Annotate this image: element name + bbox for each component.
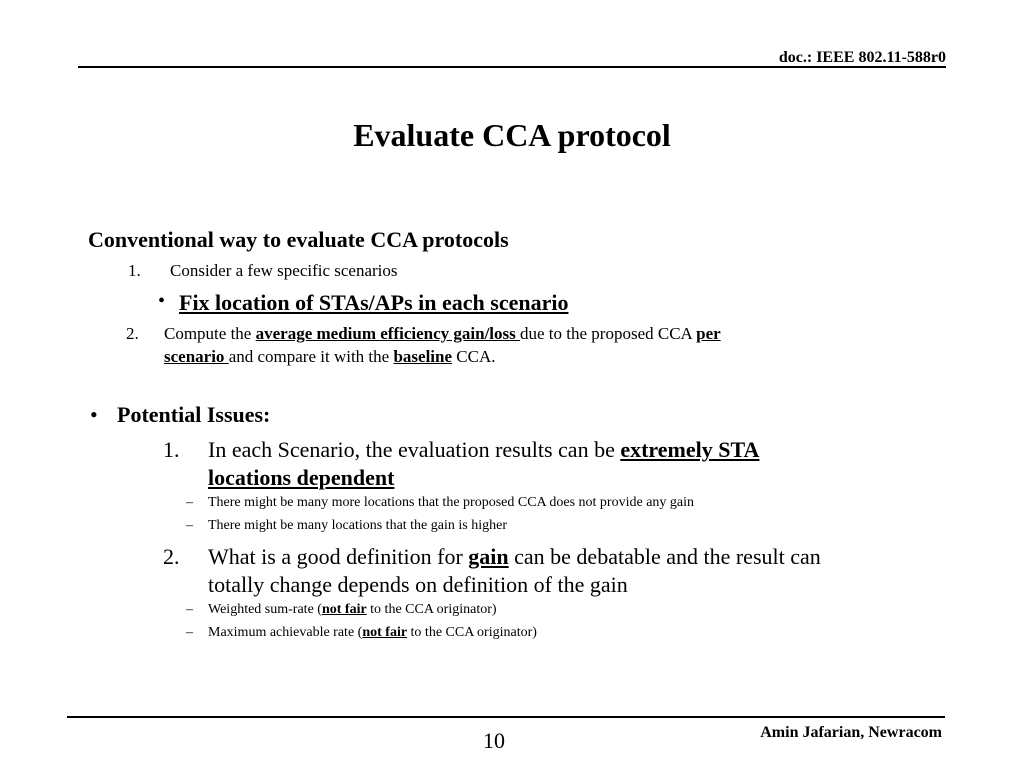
text-span: can be debatable and the result can: [508, 544, 821, 569]
item-number-1: 1.: [128, 261, 141, 280]
issue1-line1: [208, 437, 759, 463]
bullet-marker: •: [158, 290, 166, 312]
text-span: In each Scenario, the evaluation results can be: [208, 437, 621, 462]
text-span: and compare it with the: [228, 347, 394, 366]
footer-author: Amin Jafarian, Newracom: [760, 724, 942, 741]
subpoint-gain-higher: There might be many locations that the gain is higher: [208, 518, 507, 533]
text-span: Compute the: [164, 324, 256, 343]
item-compute-line1: [164, 324, 721, 344]
text-span: to the CCA originator): [366, 602, 497, 617]
text-span: due to the proposed CCA: [520, 324, 697, 343]
emphasis-not-fair: not fair: [362, 625, 408, 640]
dash-marker: –: [186, 602, 193, 617]
text-span: Weighted sum-rate (: [208, 602, 322, 617]
emphasis-gain: gain: [468, 544, 509, 569]
dash-marker: –: [186, 495, 193, 510]
issue-number-2: 2.: [163, 544, 180, 569]
dash-marker: –: [186, 518, 193, 533]
text-span: What is a good definition for: [208, 544, 469, 569]
emphasis-average-gain: average medium efficiency gain/loss: [255, 324, 521, 343]
emphasis-scenario: scenario: [164, 347, 229, 366]
issue2-line2: totally change depends on definition of the gain: [208, 572, 628, 597]
section-heading-issues: Potential Issues:: [117, 402, 271, 427]
subbullet-fix-location: Fix location of STAs/APs in each scenario: [179, 290, 569, 315]
emphasis-per: per: [696, 324, 721, 343]
text-span: Maximum achievable rate (: [208, 625, 363, 640]
emphasis-not-fair: not fair: [321, 602, 367, 617]
subpoint-max-achievable-rate: [208, 625, 537, 641]
subpoint-weighted-sum-rate: [208, 602, 497, 618]
bullet-marker: •: [90, 402, 98, 427]
text-span: to the CCA originator): [407, 625, 537, 640]
section-heading-conventional: Conventional way to evaluate CCA protocols: [88, 227, 509, 252]
emphasis-extremely-sta: extremely STA: [620, 437, 760, 462]
item-compute-line2: [164, 347, 495, 367]
issue2-line1: [208, 544, 821, 570]
page-number: 10: [483, 728, 505, 753]
doc-id-header: doc.: IEEE 802.11-588r0: [778, 49, 946, 66]
emphasis-baseline: baseline: [393, 347, 453, 366]
item-text-scenarios: Consider a few specific scenarios: [170, 261, 398, 280]
emphasis-locations-dependent: locations dependent: [208, 465, 395, 490]
header-divider: [78, 66, 946, 68]
item-number-2: 2.: [126, 324, 139, 343]
slide-title: Evaluate CCA protocol: [353, 117, 671, 153]
footer-divider: [67, 716, 945, 718]
text-span: CCA.: [452, 347, 496, 366]
issue-number-1: 1.: [163, 437, 180, 462]
dash-marker: –: [186, 625, 193, 640]
subpoint-more-locations: There might be many more locations that the proposed CCA does not provide any gain: [208, 495, 695, 510]
